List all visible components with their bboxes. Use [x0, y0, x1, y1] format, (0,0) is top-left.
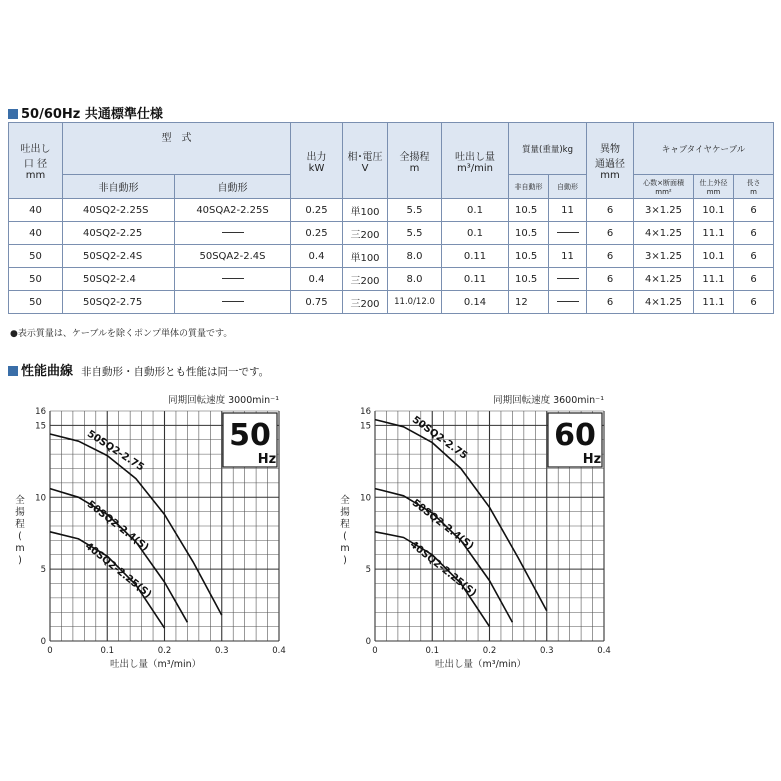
table-cell: 50	[9, 268, 63, 291]
table-cell: 11	[549, 245, 587, 268]
dash-mark	[222, 301, 244, 302]
table-cell: 4×1.25	[634, 268, 694, 291]
table-cell: 10.1	[694, 199, 734, 222]
y-tick-label: 10	[360, 493, 371, 504]
table-cell: 12	[509, 291, 549, 314]
x-tick-label: 0.2	[482, 646, 497, 656]
series-label: 50SQ2-2.75	[84, 428, 146, 474]
header-discharge: 吐出し量 m³/min	[442, 123, 509, 199]
table-cell	[175, 222, 291, 245]
table-cell: 10.5	[509, 245, 549, 268]
y-axis-label: 全揚程( m )	[340, 495, 350, 566]
table-cell: 0.25	[291, 199, 343, 222]
spec-table	[8, 122, 774, 314]
series-label: 40SQ2-2.25(S)	[407, 539, 479, 600]
header-cable-od: 仕上外径 mm	[694, 175, 734, 199]
table-cell	[175, 291, 291, 314]
y-tick-label: 15	[35, 421, 46, 432]
header-mass-non-auto: 非自動形	[509, 175, 549, 199]
header-output: 出力 kW	[291, 123, 343, 199]
table-cell: 0.1	[442, 199, 509, 222]
table-cell: 4×1.25	[634, 222, 694, 245]
table-cell: 11.1	[694, 268, 734, 291]
header-phase: 相･電圧 V	[343, 123, 388, 199]
table-cell: 6	[734, 199, 774, 222]
table-cell: 0.75	[291, 291, 343, 314]
table-row	[9, 245, 774, 268]
table-cell	[549, 291, 587, 314]
table-cell: 6	[734, 245, 774, 268]
table-cell: 50	[9, 291, 63, 314]
table-cell: 40SQA2-2.25S	[175, 199, 291, 222]
section-marker-icon	[8, 366, 18, 376]
y-tick-label: 10	[35, 493, 46, 504]
table-cell: 50SQ2-2.4S	[63, 245, 175, 268]
table-cell: 10.5	[509, 199, 549, 222]
frequency-value: 60	[554, 418, 596, 453]
x-tick-label: 0.4	[272, 646, 286, 656]
table-cell: 40SQ2-2.25	[63, 222, 175, 245]
x-tick-label: 0.3	[214, 646, 229, 656]
table-cell: 単100	[343, 199, 388, 222]
x-tick-label: 0.3	[539, 646, 554, 656]
x-tick-label: 0	[372, 646, 378, 656]
y-tick-label: 0	[365, 637, 371, 647]
table-cell: 0.1	[442, 222, 509, 245]
header-cable: キャブタイヤケーブル	[634, 123, 774, 175]
chart-title: 同期回転速度 3600min⁻¹	[493, 395, 604, 406]
x-tick-label: 0.1	[100, 646, 115, 656]
dash-mark	[557, 301, 579, 302]
x-tick-label: 0.2	[157, 646, 172, 656]
table-cell: 5.5	[388, 222, 442, 245]
series-label: 50SQ2-2.4(S)	[84, 498, 151, 554]
table-cell: 50	[9, 245, 63, 268]
table-cell: 11.1	[694, 291, 734, 314]
table-cell: 10.5	[509, 222, 549, 245]
series-label: 40SQ2-2.25(S)	[82, 540, 154, 601]
table-cell: 8.0	[388, 245, 442, 268]
table-row	[9, 222, 774, 245]
table-cell: 11	[549, 199, 587, 222]
table-cell: 0.11	[442, 268, 509, 291]
table-cell: 50SQA2-2.4S	[175, 245, 291, 268]
table-cell: 0.4	[291, 268, 343, 291]
y-tick-label: 5	[40, 565, 46, 576]
header-auto: 自動形	[175, 175, 291, 199]
header-outlet: 吐出し 口 径 mm	[9, 123, 63, 199]
chart-title: 同期回転速度 3000min⁻¹	[168, 395, 279, 406]
table-cell: 6	[587, 245, 634, 268]
header-foreign: 異物 通過径 mm	[587, 123, 634, 199]
table-row	[9, 291, 774, 314]
table-cell: 6	[734, 268, 774, 291]
table-row	[9, 268, 774, 291]
performance-chart-50hz	[0, 390, 300, 675]
table-cell: 三200	[343, 291, 388, 314]
table-cell: 三200	[343, 222, 388, 245]
table-cell: 40	[9, 222, 63, 245]
table-cell: 11.1	[694, 222, 734, 245]
frequency-unit: Hz	[257, 452, 277, 467]
table-cell: 0.14	[442, 291, 509, 314]
y-tick-label: 16	[35, 407, 46, 417]
section-marker-icon	[8, 109, 18, 119]
spec-section-title: 50/60Hz 共通標準仕様	[8, 103, 163, 122]
table-cell: 3×1.25	[634, 245, 694, 268]
table-cell: 単100	[343, 245, 388, 268]
table-cell: 6	[587, 199, 634, 222]
header-non-auto: 非自動形	[63, 175, 175, 199]
y-axis-label: 全揚程( m )	[15, 495, 25, 566]
table-cell: 0.11	[442, 245, 509, 268]
table-cell: 6	[587, 291, 634, 314]
table-cell: 0.25	[291, 222, 343, 245]
dash-mark	[222, 278, 244, 279]
table-cell: 40	[9, 199, 63, 222]
table-cell: 6	[734, 291, 774, 314]
x-axis-label: 吐出し量（m³/min）	[435, 659, 527, 670]
y-tick-label: 0	[40, 637, 46, 647]
series-label: 50SQ2-2.4(S)	[409, 497, 476, 553]
table-cell: 6	[587, 268, 634, 291]
y-tick-label: 15	[360, 421, 371, 432]
table-cell: 5.5	[388, 199, 442, 222]
header-head: 全揚程 m	[388, 123, 442, 199]
header-model: 型 式	[63, 123, 291, 175]
table-cell	[549, 222, 587, 245]
table-cell: 0.4	[291, 245, 343, 268]
dash-mark	[557, 278, 579, 279]
table-cell: 三200	[343, 268, 388, 291]
table-cell: 6	[587, 222, 634, 245]
curve-section-title: 性能曲線 非自動形・自動形とも性能は同一です。	[8, 360, 269, 379]
table-row	[9, 199, 774, 222]
table-cell: 4×1.25	[634, 291, 694, 314]
header-cable-length: 長さ m	[734, 175, 774, 199]
table-cell: 8.0	[388, 268, 442, 291]
x-axis-label: 吐出し量（m³/min）	[110, 659, 202, 670]
x-tick-label: 0.4	[597, 646, 611, 656]
y-tick-label: 5	[365, 565, 371, 576]
table-cell: 40SQ2-2.25S	[63, 199, 175, 222]
frequency-value: 50	[229, 418, 271, 453]
x-tick-label: 0	[47, 646, 53, 656]
table-note: ●表示質量は、ケーブルを除くポンプ単体の質量です。	[10, 329, 233, 339]
table-cell: 50SQ2-2.4	[63, 268, 175, 291]
table-cell	[175, 268, 291, 291]
table-cell: 10.1	[694, 245, 734, 268]
table-cell: 11.0/12.0	[388, 291, 442, 314]
header-cable-cores: 心数×断面積 mm²	[634, 175, 694, 199]
header-mass-auto: 自動形	[549, 175, 587, 199]
performance-chart-60hz	[325, 390, 625, 675]
table-cell: 3×1.25	[634, 199, 694, 222]
table-cell: 6	[734, 222, 774, 245]
table-cell: 50SQ2-2.75	[63, 291, 175, 314]
dash-mark	[557, 232, 579, 233]
x-tick-label: 0.1	[425, 646, 440, 656]
table-cell: 10.5	[509, 268, 549, 291]
frequency-unit: Hz	[582, 452, 602, 467]
table-cell	[549, 268, 587, 291]
header-mass: 質量(重量)kg	[509, 123, 587, 175]
dash-mark	[222, 232, 244, 233]
series-label: 50SQ2-2.75	[409, 414, 470, 462]
curve-section-subtitle: 非自動形・自動形とも性能は同一です。	[81, 366, 270, 378]
y-tick-label: 16	[360, 407, 371, 417]
